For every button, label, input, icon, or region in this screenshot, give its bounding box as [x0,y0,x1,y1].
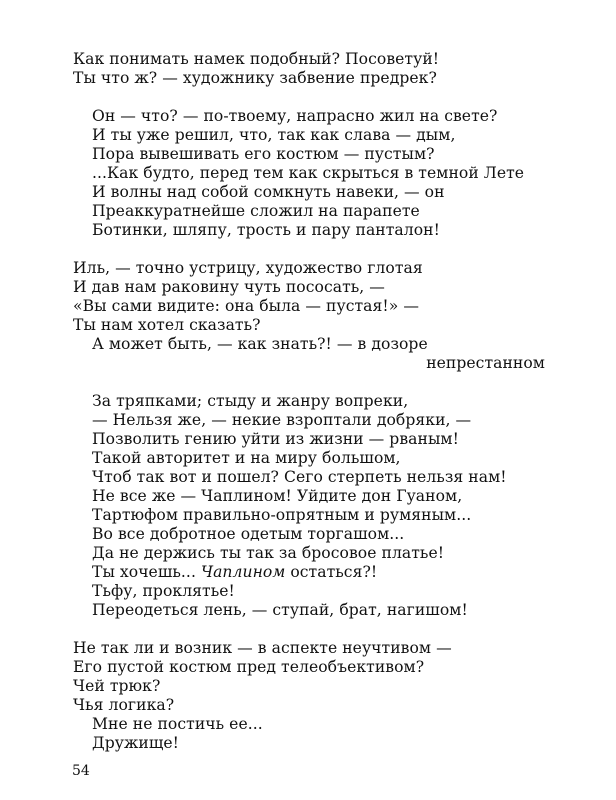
poem-line: Во все добротное одетым торгашом... [92,525,405,543]
poem-line [92,563,377,582]
poem-line: Тартюфом правильно-опрятным и румяным... [92,506,472,524]
poem-line: Пора вывешивать его костюм — пустым? [92,145,435,163]
poem-line: Мне не постичь ее... [92,715,263,733]
poem-line: Иль, — точно устрицу, художество глотая [73,259,423,277]
poem-line: Чтоб так вот и пошел? Сего стерпеть нельзя нам! [92,468,507,486]
poem-line: Он — что? — по-твоему, напрасно жил на свете? [92,107,498,125]
poem-line: Такой авторитет и на миру большом, [92,449,401,467]
poem-line: И волны над собой сомкнуть навеки, — он [92,183,445,201]
poem-line: Переодеться лень, — ступай, брат, нагишом! [92,601,468,619]
poem-line: Ты нам хотел сказать? [73,316,261,334]
poem-italic-word: Чаплином [200,563,286,581]
poem-line: — Нельзя же, — некие взроптали добряки, — [92,411,472,429]
poem-line: За тряпками; стыду и жанру вопреки, [92,392,409,410]
poem-line-part: остаться?! [285,563,378,581]
poem-line: Как понимать намек подобный? Посоветуй! [73,50,440,68]
poem-line-continuation: непрестанном [426,354,545,372]
poem-line: И ты уже решил, что, так как слава — дым, [92,126,456,144]
poem-line-part: Ты хочешь... [92,563,201,581]
poem-line: Чей трюк? [73,677,161,695]
poem-line: Его пустой костюм пред телеобъективом? [73,658,425,676]
poem-line: Тьфу, проклятье! [92,582,235,600]
poem-line: Преаккуратнейше сложил на парапете [92,202,420,220]
poem-line: Ты что ж? — художнику забвение предрек? [73,69,437,87]
poem-line: Дружище! [92,734,179,752]
poem-line: Не так ли и возник — в аспекте неучтивом — [73,639,452,657]
poem-line: И дав нам раковину чуть пососать, — [73,278,385,296]
poem-line: «Вы сами видите: она была — пустая!» — [73,297,419,315]
poem-line: Позволить гению уйти из жизни — рваным! [92,430,459,448]
page-number: 54 [72,763,90,779]
poem-line: Да не держись ты так за бросовое платье! [92,544,445,562]
poem-line: А может быть, — как знать?! — в дозоре [92,335,428,353]
poem-line: ...Как будто, перед тем как скрыться в темной Лете [92,164,525,182]
poem-line: Чья логика? [73,696,175,714]
poem-line: Не все же — Чаплином! Уйдите дон Гуаном, [92,487,463,505]
poem-line: Ботинки, шляпу, трость и пару панталон! [92,221,440,239]
